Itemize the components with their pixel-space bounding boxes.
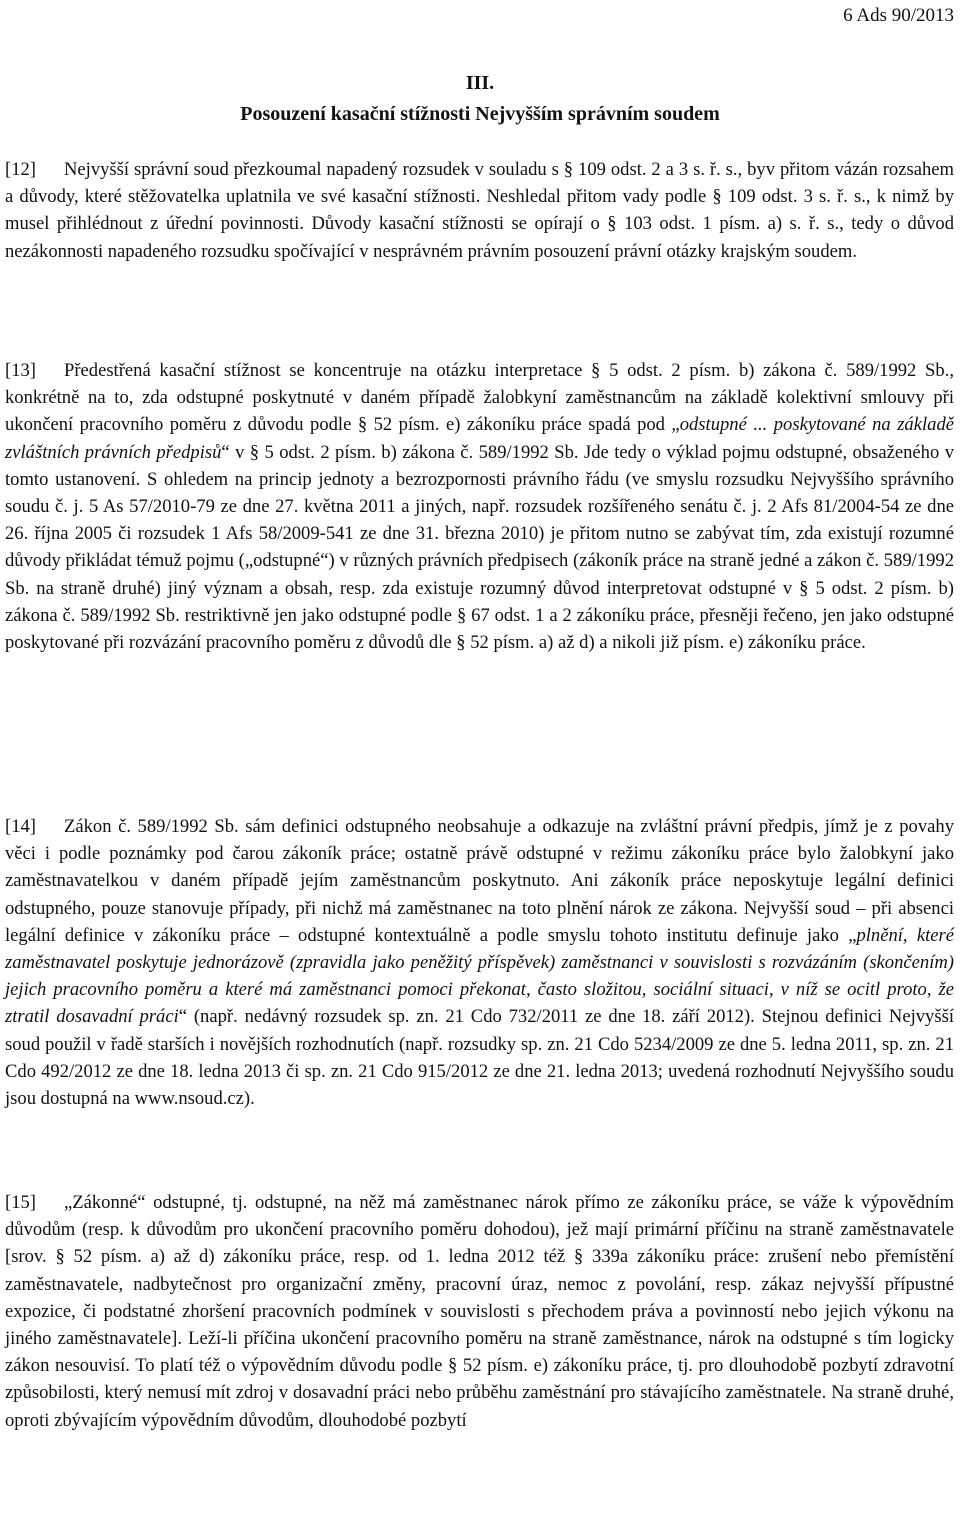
- paragraph-text: „Zákonné“ odstupné, tj. odstupné, na něž má zaměstnanec nárok přímo ze zákoníku práce, se váže k výpovědním důvodům (resp. k důvodům pro ukončení pracovního poměru dohodou), jež mají primární příčinu na straně zaměstnavatele [srov. § 52 písm. a) až d) zákoníku práce, resp. od 1. ledna 2012 též § 339a zákoníku práce: zrušení nebo přemístění zaměstnavatele, nadbytečnost pro organizační změny, pracovní úraz, nemoc z povolání, resp. zákaz nejvyšší přípustné expozice, či podstatné zhoršení pracovních podmínek v souvislosti s přechodem práva a povinností nebo jejich výkonu na jiného zaměstnavatele]. Leží-li příčina ukončení pracovního poměru na straně zaměstnance, nárok na odstupné s tím logicky zákon nesouvisí. To platí též o výpovědním důvodu podle § 52 písm. e) zákoníku práce, tj. pro dlouhodobě pozbytí zdravotní způsobilosti, který nemusí mít zdroj v dosavadní práci nebo průběhu zaměstnání pro stávajícího zaměstnatele. Na straně druhé, oproti zbývajícím výpovědním důvodům, dlouhodobé pozbytí: [5, 1192, 954, 1431]
- case-reference: 6 Ads 90/2013: [843, 5, 954, 26]
- quoted-definition: plnění, které zaměstnavatel poskytuje jednorázově (zpravidla jako peněžitý příspěvek) zaměstnanci v souvislosti s rozvázáním (skončením) jejich pracovního poměru a které má zaměstnanci pomoci překonat, často složitou, sociální situaci, v níž se ocitl proto, že ztratil dosavadní práci: [5, 924, 954, 1028]
- paragraph-number: [13]: [5, 360, 36, 381]
- paragraph-number: [14]: [5, 816, 36, 837]
- paragraph-text: Zákon č. 589/1992 Sb. sám definici odstupného neobsahuje a odkazuje na zvláštní právní předpis, jímž je z povahy věci i podle poznámky pod čarou zákoník práce; ostatně právě odstupné v režimu zákoníku práce bylo žalobkyní jako zaměstnavatelkou v daném případě jejím zaměstnancům poskytnuto. Ani zákoník práce neposkytuje legální definici odstupného, pouze stanovuje případy, při nichž má zaměstnanec na toto plnění nárok ze zákona. Nejvyšší soud – při absenci legální definice v zákoníku práce – odstupné kontextuálně a podle smyslu tohoto institutu definuje jako „: [5, 816, 954, 946]
- paragraph-14: [5, 813, 954, 1112]
- paragraph-text-continued: “ (např. nedávný rozsudek sp. zn. 21 Cdo 732/2011 ze dne 18. září 2012). Stejnou definici Nejvyšší soud použil v řadě starších i novějších rozhodnutích (např. rozsudky sp. zn. 21 Cdo 5234/2009 ze dne 5. ledna 2011, sp. zn. 21 Cdo 492/2012 ze dne 18. ledna 2013 či sp. zn. 21 Cdo 915/2012 ze dne 21. ledna 2013; uvedená rozhodnutí Nejvyššího soudu jsou dostupná na www.nsoud.cz).: [5, 1006, 954, 1110]
- paragraph-number: [12]: [5, 159, 36, 180]
- paragraph-text: Předestřená kasační stížnost se koncentruje na otázku interpretace § 5 odst. 2 písm. b) zákona č. 589/1992 Sb., konkrétně na to, zda odstupné poskytnuté v daném případě žalobkyní zaměstnancům na základě kolektivní smlouvy při ukončení pracovního poměru z důvodu podle § 52 písm. e) zákoníku práce spadá pod „: [5, 360, 954, 436]
- paragraph-text-continued: “ v § 5 odst. 2 písm. b) zákona č. 589/1992 Sb. Jde tedy o výklad pojmu odstupné, obsaženého v tomto ustanovení. S ohledem na princip jednoty a bezrozpornosti právního řádu (ve smyslu rozsudku Nejvyššího správního soudu č. j. 5 As 57/2010-79 ze dne 27. května 2011 a jiných, např. rozsudek rozšířeného senátu č. j. 2 Afs 81/2004-54 ze dne 26. října 2005 či rozsudek 1 Afs 58/2009-541 ze dne 31. března 2010) je přitom nutno se zabývat tím, zda existují rozumné důvody přikládat témuž pojmu („odstupné“) v různých právních předpisech (zákoník práce na straně jedné a zákon č. 589/1992 Sb. na straně druhé) jiný význam a obsah, resp. zda existuje rozumný důvod interpretovat odstupné v § 5 odst. 2 písm. b) zákona č. 589/1992 Sb. restriktivně jen jako odstupné podle § 67 odst. 1 a 2 zákoníku práce, přesněji řečeno, jen jako odstupné poskytované při rozvázání pracovního poměru z důvodů dle § 52 písm. a) až d) a nikoli již písm. e) zákoníku práce.: [5, 441, 954, 654]
- paragraph-number: [15]: [5, 1192, 36, 1213]
- section-number: III.: [465, 72, 495, 94]
- paragraph-text: Nejvyšší správní soud přezkoumal napadený rozsudek v souladu s § 109 odst. 2 a 3 s. ř. s., byv přitom vázán rozsahem a důvody, které stěžovatelka uplatnila ve své kasační stížnosti. Neshledal přitom vady podle § 109 odst. 3 s. ř. s., k nimž by musel přihlédnout z úřední povinnosti. Důvody kasační stížnosti se opírají o § 103 odst. 1 písm. a) s. ř. s., tedy o důvod nezákonnosti napadeného rozsudku spočívající v nesprávném právním posouzení právní otázky krajským soudem.: [5, 159, 954, 262]
- paragraph-12: [5, 156, 954, 265]
- paragraph-15: [5, 1189, 954, 1434]
- section-title: Posouzení kasační stížnosti Nejvyšším správním soudem: [240, 103, 720, 125]
- quoted-statute-term: odstupné ... poskytované na základě zvláštních právních předpisů: [5, 414, 954, 463]
- paragraph-13: [5, 357, 954, 656]
